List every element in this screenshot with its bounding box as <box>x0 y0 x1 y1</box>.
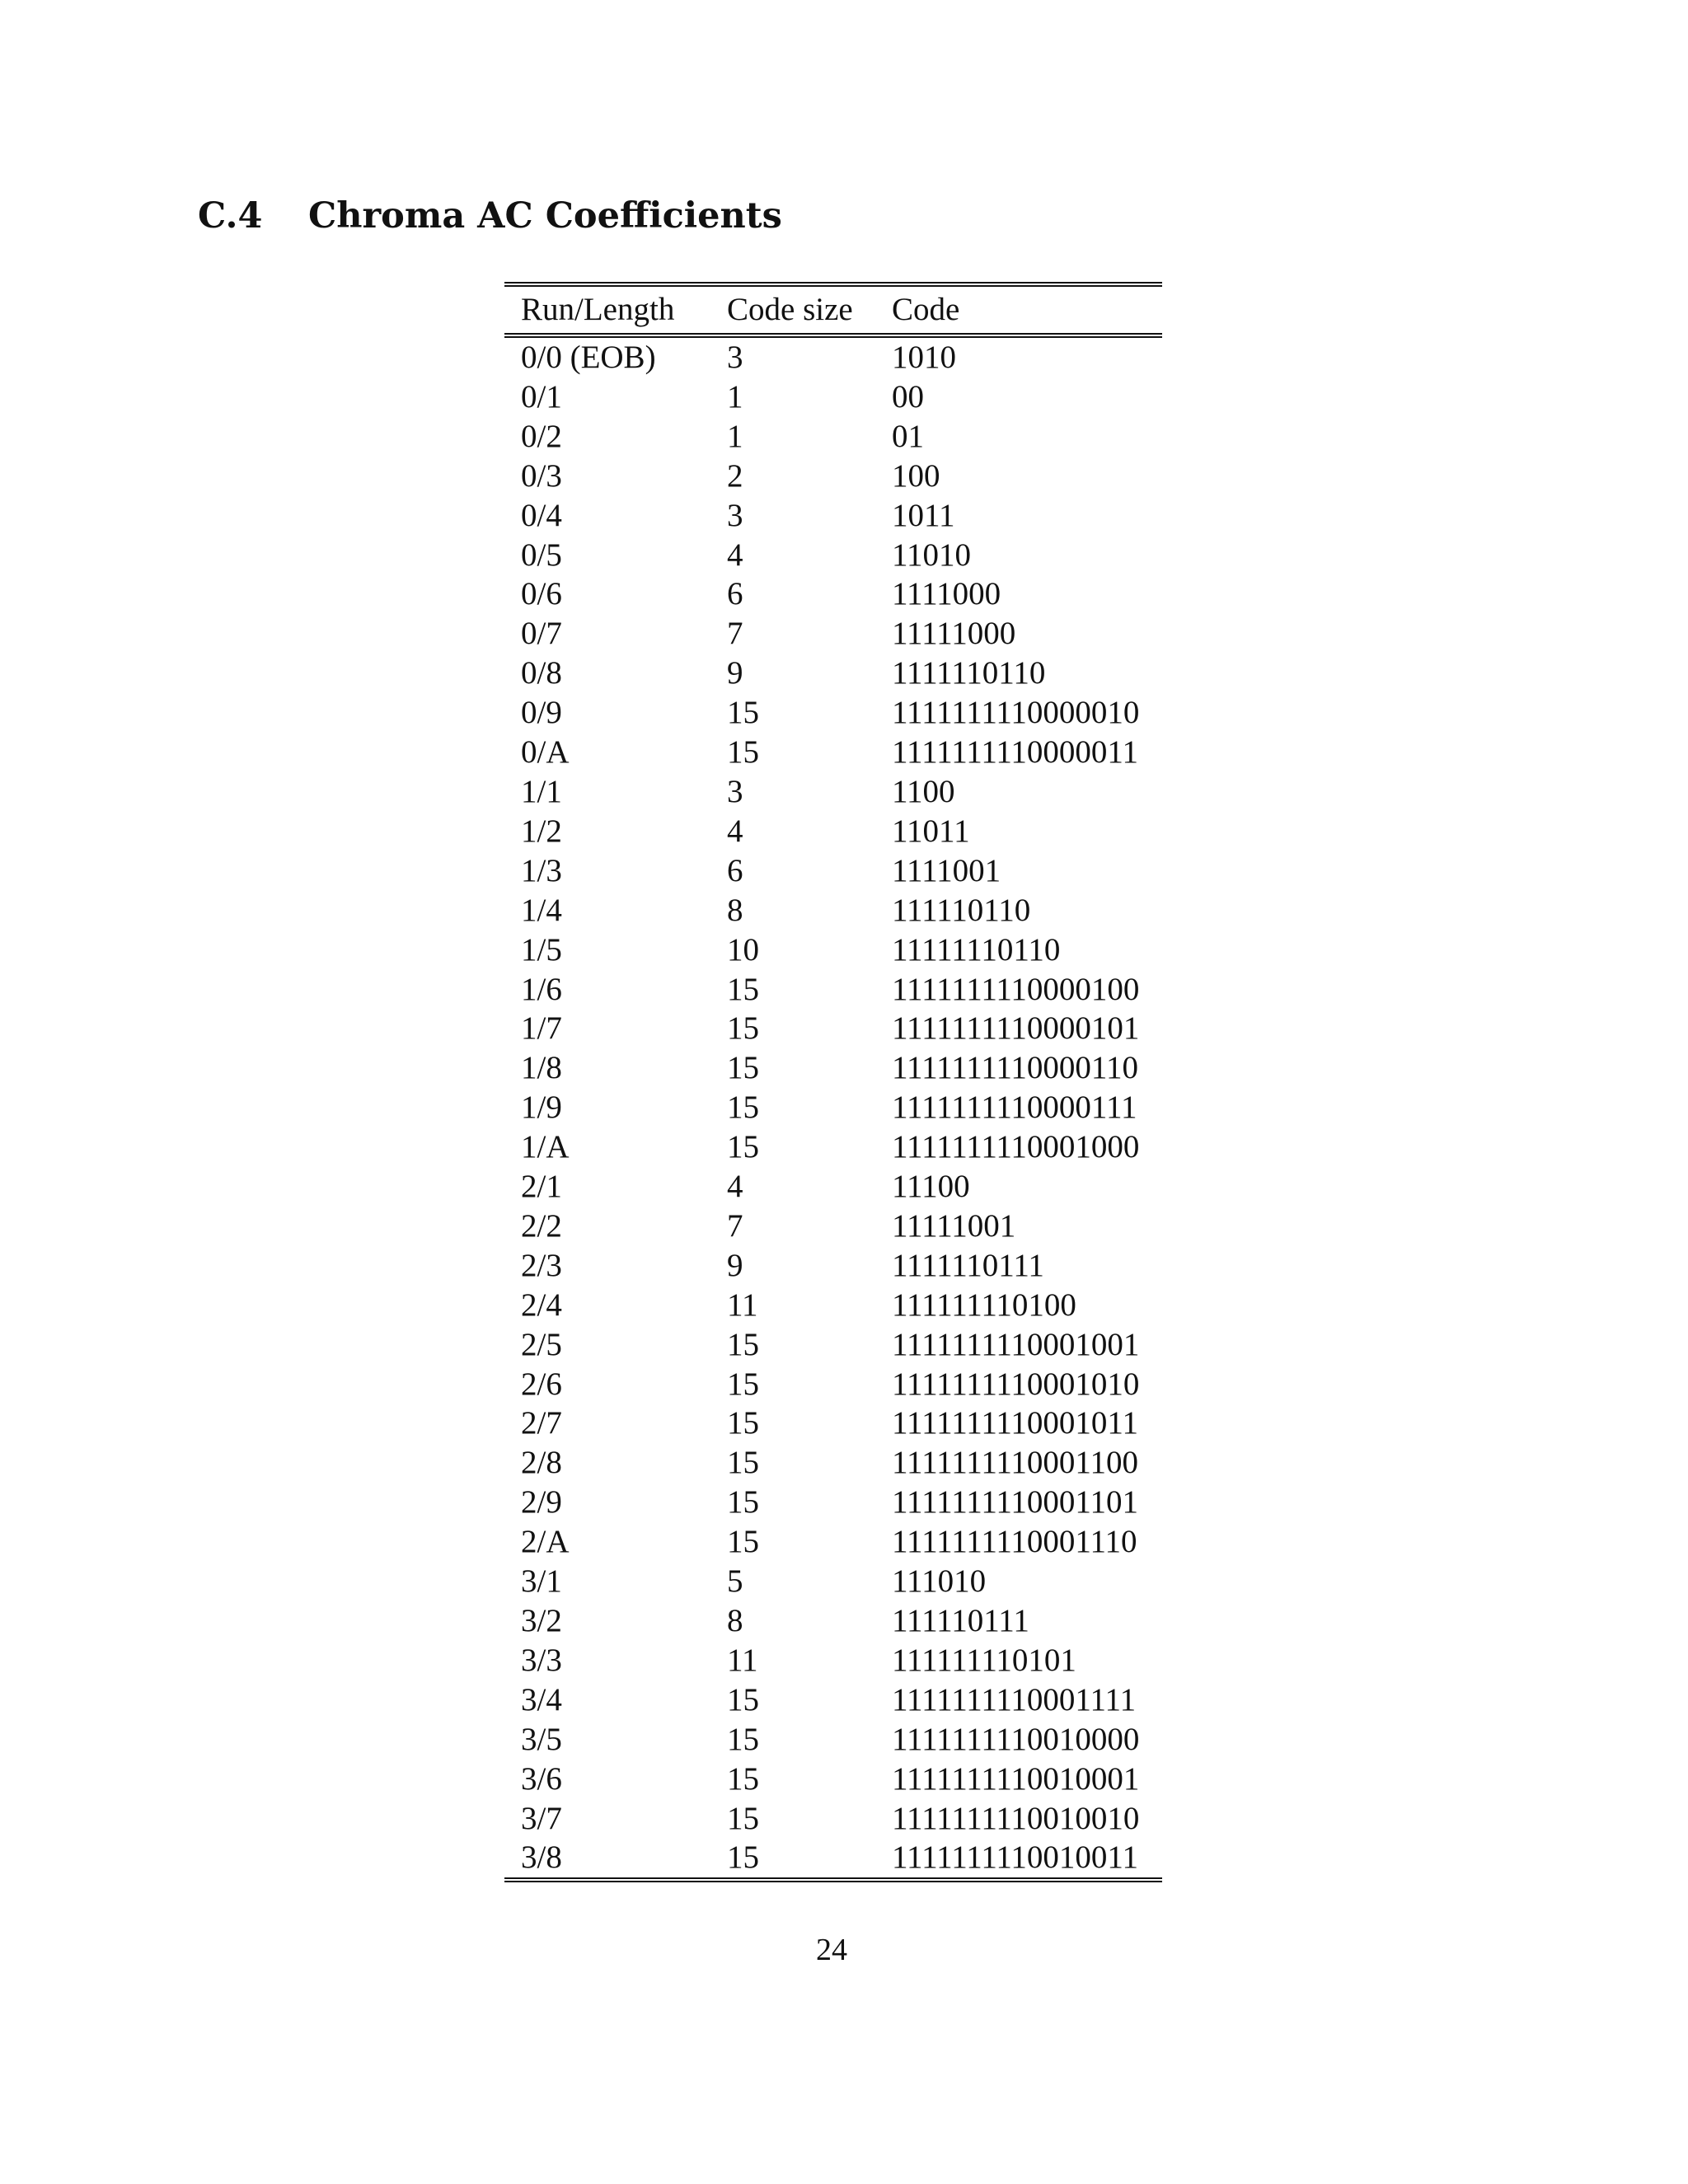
table-row <box>504 1522 1162 1562</box>
code-size-cell: 15 <box>727 1484 759 1521</box>
table-row <box>504 1246 1162 1286</box>
code-size-cell: 6 <box>727 576 743 612</box>
code-size-cell: 3 <box>727 340 743 375</box>
run-length-cell: 0/9 <box>521 695 562 731</box>
code-cell: 1111111110000010 <box>892 695 1140 731</box>
run-length-cell: 3/6 <box>521 1760 562 1797</box>
table-row <box>504 1167 1162 1207</box>
run-length-cell: 2/7 <box>521 1405 562 1441</box>
run-length-cell: 2/2 <box>521 1207 562 1244</box>
code-size-cell: 15 <box>727 1445 759 1481</box>
code-cell: 1111001 <box>892 852 1001 888</box>
code-cell: 111110111 <box>892 1603 1029 1638</box>
table-row <box>504 574 1162 614</box>
run-length-cell: 0/4 <box>521 497 562 533</box>
code-cell: 01 <box>892 418 924 454</box>
code-cell: 1111110111 <box>892 1247 1044 1283</box>
table-row <box>504 1009 1162 1048</box>
code-size-cell: 15 <box>727 971 759 1007</box>
column-header-run-length: Run/Length <box>504 287 710 335</box>
table-row <box>504 1760 1162 1799</box>
code-cell: 1010 <box>892 340 956 375</box>
table-row <box>504 614 1162 654</box>
run-length-cell: 1/8 <box>521 1050 562 1086</box>
run-length-cell: 0/7 <box>521 616 562 652</box>
code-cell: 1111111110010010 <box>892 1800 1140 1836</box>
table-row <box>504 1365 1162 1404</box>
table-row <box>504 1088 1162 1127</box>
run-length-cell: 1/3 <box>521 852 562 888</box>
run-length-cell: 2/5 <box>521 1326 562 1362</box>
run-length-cell: 2/9 <box>521 1484 562 1521</box>
code-size-cell: 15 <box>727 1721 759 1757</box>
code-size-cell: 10 <box>727 931 759 968</box>
code-size-cell: 15 <box>727 1681 759 1718</box>
table-row <box>504 1207 1162 1246</box>
code-size-cell: 3 <box>727 497 743 533</box>
code-size-cell: 11 <box>727 1286 758 1323</box>
run-length-cell: 2/A <box>521 1524 570 1560</box>
table-row <box>504 1286 1162 1325</box>
code-size-cell: 15 <box>727 1800 759 1836</box>
code-size-cell: 8 <box>727 1603 743 1638</box>
table-row <box>504 496 1162 536</box>
code-cell: 1111111110010011 <box>892 1840 1138 1876</box>
run-length-cell: 3/3 <box>521 1642 562 1678</box>
code-cell: 1111111110001110 <box>892 1524 1137 1560</box>
code-size-cell: 7 <box>727 616 743 652</box>
table-row <box>504 457 1162 496</box>
code-cell: 1111111110001000 <box>892 1129 1140 1165</box>
code-size-cell: 15 <box>727 1405 759 1441</box>
table-row <box>504 891 1162 930</box>
table-row <box>504 1325 1162 1365</box>
column-header-code: Code <box>875 287 1162 335</box>
code-cell: 100 <box>892 457 940 494</box>
code-cell: 11010 <box>892 537 972 573</box>
code-cell: 1111111110010001 <box>892 1760 1140 1797</box>
code-table <box>504 287 1162 1877</box>
run-length-cell: 2/6 <box>521 1366 562 1402</box>
run-length-cell: 0/3 <box>521 457 562 494</box>
code-size-cell: 15 <box>727 1050 759 1086</box>
run-length-cell: 0/5 <box>521 537 562 573</box>
run-length-cell: 1/7 <box>521 1010 562 1047</box>
table-row <box>504 1048 1162 1088</box>
code-cell: 1111111110000100 <box>892 971 1140 1007</box>
code-cell: 1111111110001011 <box>892 1405 1138 1441</box>
code-cell: 111010 <box>892 1563 987 1600</box>
code-cell: 1111111110010000 <box>892 1721 1140 1757</box>
column-header-code-size: Code size <box>710 287 875 335</box>
run-length-cell: 3/8 <box>521 1840 562 1876</box>
code-size-cell: 4 <box>727 537 743 573</box>
code-cell: 11111001 <box>892 1207 1016 1244</box>
code-size-cell: 9 <box>727 655 743 691</box>
code-size-cell: 15 <box>727 1129 759 1165</box>
code-cell: 1111111110000111 <box>892 1090 1137 1126</box>
run-length-cell: 2/1 <box>521 1169 562 1205</box>
code-size-cell: 6 <box>727 852 743 888</box>
code-size-cell: 15 <box>727 1760 759 1797</box>
table-row <box>504 733 1162 772</box>
table-row <box>504 1641 1162 1680</box>
code-size-cell: 15 <box>727 695 759 731</box>
run-length-cell: 2/3 <box>521 1247 562 1283</box>
code-cell: 1100 <box>892 773 955 809</box>
code-size-cell: 15 <box>727 1326 759 1362</box>
code-cell: 11100 <box>892 1169 970 1205</box>
run-length-cell: 1/A <box>521 1129 570 1165</box>
code-size-cell: 9 <box>727 1247 743 1283</box>
code-size-cell: 15 <box>727 1090 759 1126</box>
code-size-cell: 15 <box>727 1840 759 1876</box>
table-row <box>504 417 1162 457</box>
code-size-cell: 15 <box>727 1366 759 1402</box>
table-body <box>504 335 1162 1877</box>
code-size-cell: 1 <box>727 418 743 454</box>
run-length-cell: 0/6 <box>521 576 562 612</box>
table-bottom-rule <box>504 1877 1162 1882</box>
run-length-cell: 0/2 <box>521 418 562 454</box>
code-size-cell: 1 <box>727 378 743 415</box>
code-cell: 1111111110001010 <box>892 1366 1140 1402</box>
run-length-cell: 1/1 <box>521 773 562 809</box>
run-length-cell: 1/5 <box>521 931 562 968</box>
run-length-cell: 0/1 <box>521 378 562 415</box>
code-cell: 1111111110001001 <box>892 1326 1140 1362</box>
page-number: 24 <box>816 1933 847 1967</box>
code-cell: 11111110110 <box>892 931 1061 968</box>
table-row <box>504 1443 1162 1483</box>
table-row <box>504 1720 1162 1760</box>
code-cell: 1111111110001101 <box>892 1484 1138 1521</box>
code-cell: 1111111110000011 <box>892 734 1138 771</box>
run-length-cell: 2/4 <box>521 1286 562 1323</box>
chroma-ac-table <box>504 282 1162 1882</box>
table-row <box>504 812 1162 851</box>
table-row <box>504 1562 1162 1601</box>
table-row <box>504 335 1162 377</box>
code-cell: 1111111110000101 <box>892 1010 1140 1047</box>
section-title: Chroma AC Coefficients <box>308 195 782 237</box>
code-cell: 00 <box>892 378 924 415</box>
code-cell: 111111110101 <box>892 1642 1076 1678</box>
code-size-cell: 4 <box>727 1169 743 1205</box>
table-row <box>504 377 1162 417</box>
code-size-cell: 15 <box>727 1524 759 1560</box>
run-length-cell: 1/9 <box>521 1090 562 1126</box>
code-size-cell: 3 <box>727 773 743 809</box>
table-row <box>504 1601 1162 1641</box>
table-row <box>504 1483 1162 1522</box>
table-header-row <box>504 287 1162 335</box>
code-cell: 1111000 <box>892 576 1001 612</box>
run-length-cell: 3/1 <box>521 1563 562 1600</box>
run-length-cell: 1/2 <box>521 813 562 849</box>
table-row <box>504 930 1162 970</box>
table-row <box>504 1127 1162 1167</box>
code-cell: 11011 <box>892 813 970 849</box>
code-cell: 111111110100 <box>892 1286 1076 1323</box>
run-length-cell: 1/6 <box>521 971 562 1007</box>
table-row <box>504 536 1162 575</box>
code-cell: 1111111110000110 <box>892 1050 1138 1086</box>
table-row <box>504 851 1162 891</box>
code-size-cell: 8 <box>727 892 743 928</box>
run-length-cell: 3/2 <box>521 1603 562 1638</box>
table-row <box>504 772 1162 812</box>
run-length-cell: 0/8 <box>521 655 562 691</box>
code-cell: 111110110 <box>892 892 1031 928</box>
code-cell: 1111110110 <box>892 655 1046 691</box>
table-row <box>504 970 1162 1010</box>
code-size-cell: 4 <box>727 813 743 849</box>
run-length-cell: 0/A <box>521 734 570 771</box>
run-length-cell: 2/8 <box>521 1445 562 1481</box>
run-length-cell: 0/0 (EOB) <box>521 340 656 375</box>
run-length-cell: 3/5 <box>521 1721 562 1757</box>
run-length-cell: 1/4 <box>521 892 562 928</box>
code-size-cell: 5 <box>727 1563 743 1600</box>
table-row <box>504 654 1162 693</box>
section-number: C.4 <box>198 195 263 237</box>
table-row <box>504 1404 1162 1443</box>
code-size-cell: 11 <box>727 1642 758 1678</box>
table-row <box>504 1799 1162 1839</box>
code-cell: 1111111110001111 <box>892 1681 1137 1718</box>
table-row <box>504 1838 1162 1877</box>
code-size-cell: 2 <box>727 457 743 494</box>
code-cell: 1111111110001100 <box>892 1445 1138 1481</box>
run-length-cell: 3/7 <box>521 1800 562 1836</box>
table-row <box>504 1680 1162 1720</box>
table-row <box>504 693 1162 733</box>
code-size-cell: 7 <box>727 1207 743 1244</box>
run-length-cell: 3/4 <box>521 1681 562 1718</box>
code-cell: 11111000 <box>892 616 1016 652</box>
code-cell: 1011 <box>892 497 955 533</box>
code-size-cell: 15 <box>727 734 759 771</box>
section-heading <box>198 191 782 241</box>
code-size-cell: 15 <box>727 1010 759 1047</box>
